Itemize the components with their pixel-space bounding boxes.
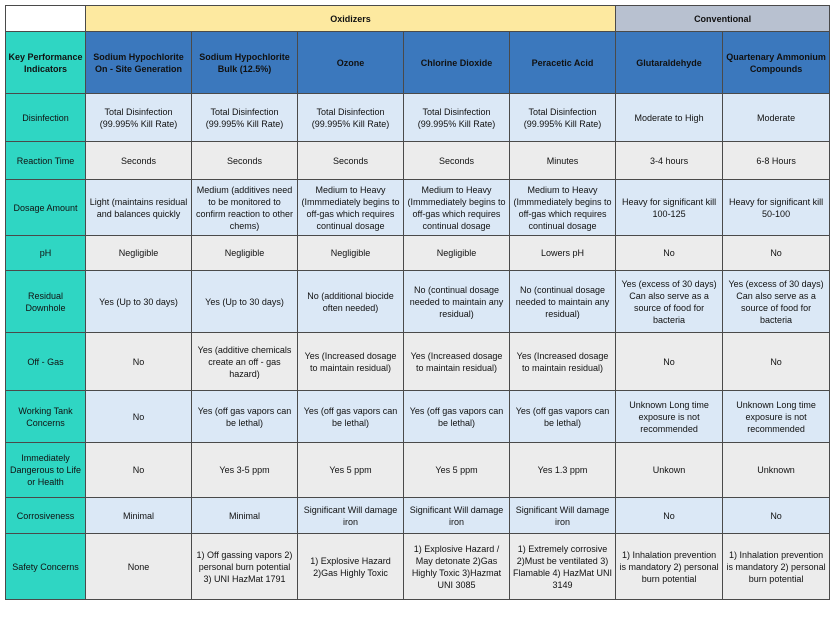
table-cell: Heavy for significant kill 100-125 xyxy=(616,180,723,236)
table-cell: Yes (Up to 30 days) xyxy=(192,271,298,333)
table-cell: Total Disinfection (99.995% Kill Rate) xyxy=(298,94,404,142)
row-label: pH xyxy=(6,236,86,271)
table-cell: 1) Explosive Hazard / May detonate 2)Gas Highly Toxic 3)Hazmat UNI 3085 xyxy=(404,534,510,600)
table-cell: Seconds xyxy=(298,142,404,180)
table-cell: No (continual dosage needed to maintain any residual) xyxy=(510,271,616,333)
table-cell: No xyxy=(616,333,723,391)
row-label: Corrosiveness xyxy=(6,498,86,534)
table-cell: Yes (excess of 30 days) Can also serve as a source of food for bacteria xyxy=(616,271,723,333)
table-cell: No xyxy=(723,498,830,534)
table-cell: Medium (additives need to be monitored to confirm reaction to other chems) xyxy=(192,180,298,236)
table-cell: Medium to Heavy (Immmediately begins to off-gas which requires continual dosage xyxy=(298,180,404,236)
table-cell: Unknown xyxy=(723,443,830,498)
table-cell: 1) Inhalation prevention is mandatory 2) personal burn potential xyxy=(616,534,723,600)
table-cell: Yes 5 ppm xyxy=(298,443,404,498)
row-label: Residual Downhole xyxy=(6,271,86,333)
table-cell: Yes 3-5 ppm xyxy=(192,443,298,498)
table-cell: Total Disinfection (99.995% Kill Rate) xyxy=(192,94,298,142)
table-cell: Yes 5 ppm xyxy=(404,443,510,498)
column-header-row xyxy=(6,32,830,94)
table-cell: Medium to Heavy (Immmediately begins to off-gas which requires continual dosage xyxy=(404,180,510,236)
table-cell: Yes (Increased dosage to maintain residual) xyxy=(510,333,616,391)
row-label: Reaction Time xyxy=(6,142,86,180)
row-residual-downhole xyxy=(6,271,830,333)
row-label: Immediately Dangerous to Life or Health xyxy=(6,443,86,498)
table-cell: Negligible xyxy=(298,236,404,271)
table-cell: Total Disinfection (99.995% Kill Rate) xyxy=(404,94,510,142)
table-cell: None xyxy=(86,534,192,600)
table-cell: No xyxy=(86,443,192,498)
row-label: Working Tank Concerns xyxy=(6,391,86,443)
row-safety-concerns xyxy=(6,534,830,600)
table-cell: Total Disinfection (99.995% Kill Rate) xyxy=(86,94,192,142)
blank-corner-cell xyxy=(6,6,86,32)
col-header-sodium-hypochlorite-bulk: Sodium Hypochlorite Bulk (12.5%) xyxy=(192,32,298,94)
table-cell: Negligible xyxy=(192,236,298,271)
table-cell: No xyxy=(616,498,723,534)
table-cell: No xyxy=(86,333,192,391)
corner-label: Key Performance Indicators xyxy=(6,32,86,94)
table-cell: Unknown Long time exposure is not recommended xyxy=(616,391,723,443)
col-header-ozone: Ozone xyxy=(298,32,404,94)
col-header-sodium-hypochlorite-onsite: Sodium Hypochlorite On - Site Generation xyxy=(86,32,192,94)
kpi-comparison-table xyxy=(5,5,830,600)
table-cell: Medium to Heavy (Immmediately begins to off-gas which requires continual dosage xyxy=(510,180,616,236)
table-cell: No (additional biocide often needed) xyxy=(298,271,404,333)
table-cell: Yes 1.3 ppm xyxy=(510,443,616,498)
row-reaction-time xyxy=(6,142,830,180)
table-cell: No xyxy=(86,391,192,443)
row-label: Safety Concerns xyxy=(6,534,86,600)
row-label: Off - Gas xyxy=(6,333,86,391)
col-header-quartenary-ammonium: Quartenary Ammonium Compounds xyxy=(723,32,830,94)
table-cell: Yes (additive chemicals create an off - gas hazard) xyxy=(192,333,298,391)
table-cell: Yes (off gas vapors can be lethal) xyxy=(298,391,404,443)
table-cell: Yes (Increased dosage to maintain residual) xyxy=(298,333,404,391)
row-corrosiveness xyxy=(6,498,830,534)
table-cell: Yes (excess of 30 days) Can also serve as a source of food for bacteria xyxy=(723,271,830,333)
row-ph xyxy=(6,236,830,271)
col-header-chlorine-dioxide: Chlorine Dioxide xyxy=(404,32,510,94)
table-cell: Yes (off gas vapors can be lethal) xyxy=(510,391,616,443)
table-cell: No xyxy=(723,236,830,271)
table-cell: Yes (off gas vapors can be lethal) xyxy=(192,391,298,443)
table-cell: Significant Will damage iron xyxy=(298,498,404,534)
table-cell: Negligible xyxy=(404,236,510,271)
table-cell: 1) Explosive Hazard 2)Gas Highly Toxic xyxy=(298,534,404,600)
col-header-peracetic-acid: Peracetic Acid xyxy=(510,32,616,94)
table-cell: Yes (off gas vapors can be lethal) xyxy=(404,391,510,443)
row-idlh xyxy=(6,443,830,498)
table-cell: 6-8 Hours xyxy=(723,142,830,180)
table-cell: Minimal xyxy=(86,498,192,534)
table-cell: 1) Off gassing vapors 2) personal burn potential 3) UNI HazMat 1791 xyxy=(192,534,298,600)
table-cell: Minimal xyxy=(192,498,298,534)
table-cell: Significant Will damage iron xyxy=(510,498,616,534)
table-cell: Seconds xyxy=(404,142,510,180)
table-cell: 1) Extremely corrosive 2)Must be ventilated 3) Flamable 4) HazMat UNI 3149 xyxy=(510,534,616,600)
group-conventional: Conventional xyxy=(616,6,830,32)
row-off-gas xyxy=(6,333,830,391)
table-cell: Moderate xyxy=(723,94,830,142)
table-cell: Unkown xyxy=(616,443,723,498)
table-cell: Moderate to High xyxy=(616,94,723,142)
table-cell: Seconds xyxy=(86,142,192,180)
table-cell: No xyxy=(723,333,830,391)
table-cell: No (continual dosage needed to maintain any residual) xyxy=(404,271,510,333)
group-oxidizers: Oxidizers xyxy=(86,6,616,32)
table-cell: Negligible xyxy=(86,236,192,271)
table-cell: Lowers pH xyxy=(510,236,616,271)
table-cell: 1) Inhalation prevention is mandatory 2) personal burn potential xyxy=(723,534,830,600)
table-cell: Significant Will damage iron xyxy=(404,498,510,534)
table-cell: No xyxy=(616,236,723,271)
row-working-tank-concerns xyxy=(6,391,830,443)
row-disinfection xyxy=(6,94,830,142)
table-cell: Total Disinfection (99.995% Kill Rate) xyxy=(510,94,616,142)
table-cell: Unknown Long time exposure is not recommended xyxy=(723,391,830,443)
table-cell: Heavy for significant kill 50-100 xyxy=(723,180,830,236)
table-cell: Yes (Up to 30 days) xyxy=(86,271,192,333)
table-cell: 3-4 hours xyxy=(616,142,723,180)
group-header-row xyxy=(6,6,830,32)
table-cell: Yes (Increased dosage to maintain residual) xyxy=(404,333,510,391)
row-label: Dosage Amount xyxy=(6,180,86,236)
table-cell: Minutes xyxy=(510,142,616,180)
row-dosage-amount xyxy=(6,180,830,236)
row-label: Disinfection xyxy=(6,94,86,142)
col-header-glutaraldehyde: Glutaraldehyde xyxy=(616,32,723,94)
table-cell: Light (maintains residual and balances quickly xyxy=(86,180,192,236)
table-cell: Seconds xyxy=(192,142,298,180)
